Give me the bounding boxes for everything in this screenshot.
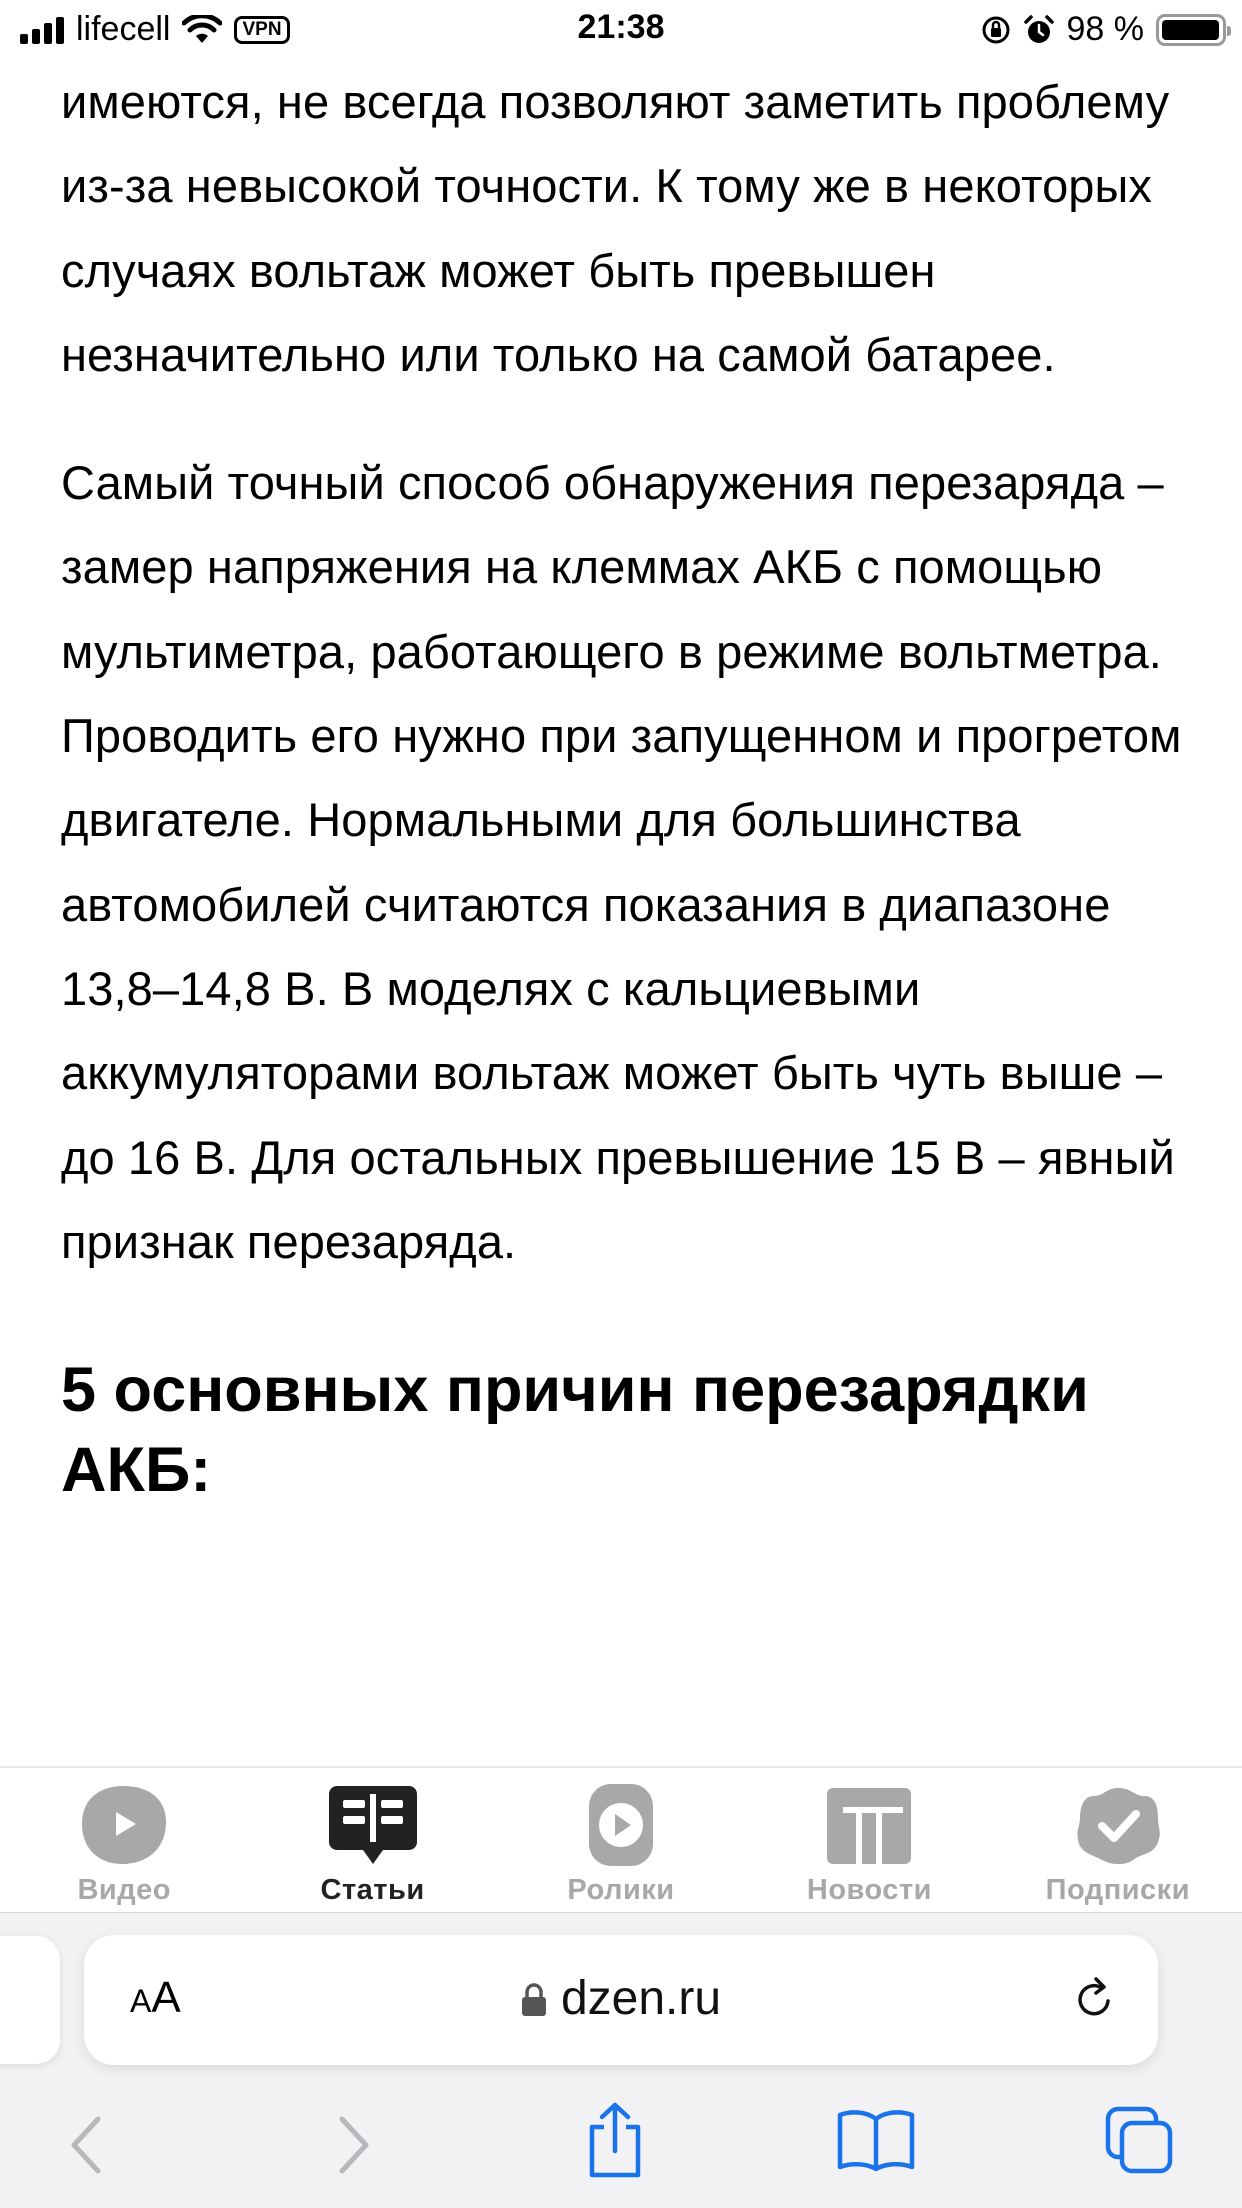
- status-bar: [0, 0, 1242, 62]
- text-size-small: A: [130, 1983, 152, 2019]
- bookmarks-book-icon[interactable]: [836, 2107, 916, 2178]
- battery-percent: 98 %: [1066, 10, 1144, 48]
- status-time: 21:38: [577, 8, 665, 46]
- video-play-icon: [78, 1782, 170, 1868]
- text-size-large: A: [151, 1973, 181, 2022]
- address-bar[interactable]: [84, 1935, 1158, 2065]
- forward-chevron-icon[interactable]: [334, 2113, 374, 2182]
- news-icon: [823, 1782, 915, 1868]
- article-paragraph: имеются, не всегда позволяют заметить проблему из-за невысокой точности. К тому же в некоторых случаях вольтаж может быть превышен незначительно или только на самой батарее.: [61, 75, 1170, 381]
- tab-label: Новости: [806, 1874, 932, 1906]
- url-display[interactable]: [84, 1971, 1158, 2029]
- reload-icon[interactable]: [1070, 1975, 1118, 2028]
- battery-icon: [1156, 14, 1226, 46]
- previous-tab-card[interactable]: [0, 1936, 60, 2064]
- tabs-overview-icon[interactable]: [1104, 2105, 1174, 2180]
- lock-icon: [521, 1974, 547, 2029]
- tab-articles[interactable]: [248, 1768, 496, 1912]
- carrier-name: lifecell: [76, 10, 171, 48]
- share-icon[interactable]: [584, 2101, 646, 2186]
- tab-label: Статьи: [320, 1874, 425, 1906]
- browser-toolbar: [0, 2093, 1242, 2193]
- dzen-tab-bar: [0, 1766, 1242, 1912]
- browser-chrome: [0, 1912, 1242, 2208]
- tab-news[interactable]: [745, 1768, 993, 1912]
- tab-clips[interactable]: [497, 1768, 745, 1912]
- tab-label: Подписки: [1045, 1874, 1191, 1906]
- section-heading: 5 основных причин перезарядки АКБ:: [61, 1355, 1089, 1506]
- tab-video[interactable]: [0, 1768, 248, 1912]
- vpn-badge: VPN: [234, 16, 289, 44]
- tab-label: Ролики: [567, 1874, 675, 1906]
- articles-icon: [327, 1782, 419, 1868]
- tab-label: Видео: [77, 1874, 171, 1906]
- orientation-lock-icon: [981, 15, 1011, 45]
- clips-icon: [575, 1782, 667, 1868]
- article-body: [61, 62, 1201, 1510]
- article-paragraph: Самый точный способ обнаружения перезаряда – замер напряжения на клеммах АКБ с помощью мультиметра, работающего в режиме вольтметра. Проводить его нужно при запущенном и прогретом двигателе. Нормальными для большинства автомобилей считаются показания в диапазоне 13,8–14,8 В. В моделях с кальциевыми аккумуляторами вольтаж может быть чуть выше – до 16 В. Для остальных превышение 15 В – явный признак перезаряда.: [61, 456, 1182, 1268]
- tab-subscriptions[interactable]: [994, 1768, 1242, 1912]
- back-chevron-icon[interactable]: [66, 2113, 106, 2182]
- subscriptions-icon: [1072, 1782, 1164, 1868]
- url-text: dzen.ru: [560, 1972, 722, 2025]
- alarm-icon: [1023, 14, 1055, 46]
- status-right: [981, 10, 1227, 49]
